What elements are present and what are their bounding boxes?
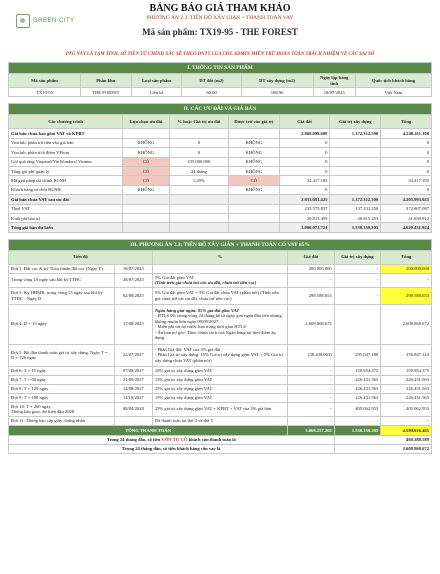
table-cell: 24 tháng (169, 166, 228, 175)
section-title: III. PHƯƠNG ÁN 2.3: TIẾN ĐỘ XÂY GIÀN + THANH TOÁN CÓ VAY 85% (9, 239, 432, 250)
stage-date: 17/08/2025 (114, 304, 152, 344)
table-row (9, 264, 432, 273)
table-cell: 0 (279, 138, 330, 147)
table-cell (228, 213, 279, 222)
total-value: 256.847.124 (381, 344, 432, 366)
table-row (9, 393, 432, 402)
column-header: Quốc tịch khách hàng (355, 74, 431, 88)
column-header: Giá trị xây dựng (330, 115, 381, 129)
total-value: 4.599.616.465 (381, 425, 432, 435)
column-header: Loại sản phẩm (131, 74, 182, 88)
table-cell (330, 157, 381, 166)
stage-date: 12/08/2027 (114, 384, 152, 393)
table-cell (169, 195, 228, 204)
table-cell: 3.090.072.721 (279, 223, 330, 232)
total-value: 150.954.375 (381, 366, 432, 375)
product-code: Mã sản phẩm: TX19-95 - THE FOREST (142, 27, 298, 37)
table-cell: 0 (169, 148, 228, 157)
table-cell: KHÔNG (228, 157, 279, 166)
stage-date: 22/07/2027 (114, 344, 152, 366)
table-cell: CÓ (123, 176, 170, 185)
table-cell (330, 185, 381, 194)
table-cell: Giá bán chưa bao gồm VAT và KPBT (9, 129, 123, 138)
table-cell: 2.868.098.608 (279, 129, 330, 138)
total-value: 2.608.868.672 (381, 304, 432, 344)
table-cell: 0 (279, 148, 330, 157)
build-value: 295.047.188 (334, 344, 381, 366)
table-cell: 0 (279, 157, 330, 166)
table-row (9, 223, 432, 232)
stage-percent: Ngân hàng giải ngân: 85% giá đất gồm VAT - HTLS 0% trong vòng 24 tháng kể từ ngày giải ngân đầu tiên nhưng không muộn hơn ngày 09/09/2027. - Miễn phí trả nợ trước hạn trong thời gian HTLS. - Ân hạn nợ gốc: Theo chính sách của Ngân hàng tại thời điểm áp dụng (152, 304, 287, 344)
section-title: I. THÔNG TIN SẢN PHẨM (9, 63, 432, 74)
table-cell: CÓ (228, 176, 279, 185)
stage-date: 18/07/2025 (114, 264, 152, 273)
build-value: 226.431.563 (334, 384, 381, 393)
table-cell: 0 (279, 166, 330, 175)
build-value: - (334, 264, 381, 273)
table-cell (228, 204, 279, 213)
stage-date: 08/04/2028 (114, 402, 152, 416)
table-cell: 372.807.087 (381, 204, 432, 213)
stage-percent: 15% giá trị xây dựng gồm VAT (152, 393, 287, 402)
table-cell (330, 166, 381, 175)
table-row (9, 129, 432, 138)
table-cell (123, 223, 170, 232)
disclaimer: PTG NÀY LÀ TẠM TÍNH, SỐ TIỀN TỪ CHÍNH XÁC SẼ THEO ĐNTT CỦA CĐT. ADMIN MIỄN TRỪ HOÀN TOÀN TRÁCH NHIỆM VỀ CÁC SAI SỐ (65, 52, 375, 57)
stage-date: 07/08/2027 (114, 366, 152, 375)
table-cell: 18/07/2025 (313, 88, 355, 97)
table-cell: Gói quà tặng Vinpearl/VinWonders/ Vinmec (9, 157, 123, 166)
column-header: DT đất (m2) (182, 74, 241, 88)
table-cell: 4.620.431.924 (381, 223, 432, 232)
table-row (9, 375, 432, 384)
stage-label: Đợt 11: Thông báo cấp giấy chứng nhận (9, 416, 115, 425)
logo-text: GREEN CITY (33, 18, 75, 24)
own-capital-row (9, 435, 432, 444)
table-cell (330, 176, 381, 185)
payment-schedule-table (8, 239, 432, 454)
table-cell: 1.372.312.500 (330, 195, 381, 204)
stage-percent: 15% giá trị xây dựng gồm VAT (152, 384, 287, 393)
grand-total-label: TỔNG THANH TOÁN (9, 425, 288, 435)
stage-percent: 25% giá trị xây dựng gồm VAT + KPBT + VAT của 5% giá bán (152, 402, 287, 416)
column-header: DT xây dựng (m2) (241, 74, 313, 88)
land-value: 2.608.868.672 (288, 304, 335, 344)
stage-label: Đợt 9: T + 180 ngày (9, 393, 115, 402)
table-cell (123, 204, 170, 213)
total-value: 200.000.000 (381, 264, 432, 273)
build-value: 226.431.563 (334, 375, 381, 384)
stage-date: 28/07/2025 (114, 273, 152, 287)
table-cell: 0 (279, 185, 330, 194)
total-value: 226.431.563 (381, 393, 432, 402)
table-cell: 235.000.000 (169, 157, 228, 166)
own-capital-value: 460.388.589 (334, 435, 431, 444)
table-cell: 20.815.459 (279, 213, 330, 222)
total-value: 226.431.563 (381, 375, 432, 384)
land-value: - (288, 366, 335, 375)
stage-label: Đợt 1: Đặt cọc & ký Thỏa thuận đặt cọc (Ngày T) (9, 264, 115, 273)
table-row (9, 88, 432, 97)
column-header: Giá đất (279, 115, 330, 129)
stage-percent: 10% giá trị xây dựng gồm VAT (152, 366, 287, 375)
land-value: - (288, 384, 335, 393)
table-cell (169, 129, 228, 138)
table-cell: 41.630.912 (381, 213, 432, 222)
stage-date (114, 416, 152, 425)
discount-table (8, 103, 432, 232)
table-cell: 20.815.453 (330, 213, 381, 222)
stage-percent (152, 264, 287, 273)
table-cell: 0 (169, 138, 228, 147)
column-header: Ngày lập bảng tính (313, 74, 355, 88)
own-capital-highlight: VỐN TỰ CÓ (161, 437, 188, 443)
table-cell: 34.417.183 (279, 176, 330, 185)
table-cell: KHÔNG (228, 185, 279, 194)
column-header: Mã sản phẩm (9, 74, 81, 88)
table-cell (169, 213, 228, 222)
total-value: 298.588.653 (381, 287, 432, 304)
column-header: Giá đất (288, 250, 335, 264)
land-value: 200.000.000 (288, 264, 335, 273)
table-cell: Kinh phí bảo trì (9, 213, 123, 222)
table-row (9, 344, 432, 366)
column-header: % (152, 250, 287, 264)
stage-label: Đợt 3: Ký HĐMB, trong vòng 15 ngày sau khi ký TTĐC - Ngày D (9, 287, 115, 304)
table-cell: KHÔNG (228, 166, 279, 175)
table-cell: Việt Nam (355, 88, 431, 97)
stage-percent: 15% giá trị xây dựng gồm VAT (152, 375, 287, 384)
land-value: - (288, 375, 335, 384)
table-cell: CÓ (123, 166, 170, 175)
table-cell (330, 148, 381, 157)
stage-label: Trong vòng 10 ngày sau khi ký TTĐC (9, 273, 115, 287)
total-value: - (381, 273, 432, 287)
table-cell: KHÔNG (228, 138, 279, 147)
stage-percent: 5% Giá đất gồm VAT (Tính trên giá chưa trừ các ưu đãi, chưa trừ tiền cọc) (152, 273, 287, 287)
table-cell: Liền kề (131, 88, 182, 97)
table-cell: Vinclub, phần trừ tiền vào giá bán (9, 138, 123, 147)
column-header: Phân khu (80, 74, 131, 88)
stage-label: Đợt 10: T + 260 ngày Thông báo giao, dự kiến đầu 2028 (9, 402, 115, 416)
table-cell: Thuế VAT (9, 204, 123, 213)
table-row (9, 213, 432, 222)
table-cell: Khách hàng từ chối BLNH (9, 185, 123, 194)
table-cell (228, 195, 279, 204)
table-cell: Tặng gói phí quản lý (9, 166, 123, 175)
stage-percent: 5% Giá đất gồm VAT + 5% Giá đất chưa VAT (phần nổi) (Tính trên giá chưa trừ các ưu đãi, chưa trừ tiền cọc) (152, 287, 287, 304)
column-header: Tiến độ (9, 250, 153, 264)
stage-label: Đợt 8: T + 120 ngày (9, 384, 115, 393)
table-cell: 0 (381, 138, 432, 147)
land-value: - (288, 402, 335, 416)
table-row (9, 166, 432, 175)
table-cell: 4.205.993.925 (381, 195, 432, 204)
own-capital-label: Trong 24 tháng đầu, số tiền VỐN TỰ CÓ khách cần thanh toán là (9, 435, 335, 444)
header (0, 0, 440, 48)
land-value: (38.200.063) (288, 344, 335, 366)
table-row (9, 384, 432, 393)
build-value: 1.530.359.203 (334, 425, 381, 435)
table-row (9, 185, 432, 194)
page-subtitle: PHƯƠNG ÁN 2.3: TIẾN ĐỘ XÂY GIÀN + THANH TOÁN VAY (146, 15, 294, 21)
table-row (9, 402, 432, 416)
table-cell: KHÔNG (228, 148, 279, 157)
loan-value: 2.608.868.672 (334, 444, 431, 453)
table-row (9, 157, 432, 166)
column-header: % hoặc Giá trị ưu đãi (169, 115, 228, 129)
stage-date: 11/10/2027 (114, 393, 152, 402)
table-cell: Mã giải pháp tài chính BLNH (9, 176, 123, 185)
land-value: - (288, 393, 335, 402)
build-value (334, 304, 381, 344)
stage-date: 21/09/2027 (114, 375, 152, 384)
column-header: Các chương trình (9, 115, 123, 129)
table-cell: KHÔNG (123, 148, 170, 157)
table-cell: 235.575.837 (279, 204, 330, 213)
table-row (9, 148, 432, 157)
build-value: 405.062.953 (334, 402, 381, 416)
table-cell: 168,90 (241, 88, 313, 97)
stage-label: Đợt 7: T + 60 ngày (9, 375, 115, 384)
build-value: - (334, 273, 381, 287)
land-value: - (288, 273, 335, 287)
table-cell (123, 195, 170, 204)
column-header: Giá trị xây dựng (334, 250, 381, 264)
loan-row (9, 444, 432, 453)
stage-percent: Đã thanh toán tại đợt 3 và đợt 5 (152, 416, 287, 425)
total-value: - (381, 416, 432, 425)
total-value: 226.431.563 (381, 384, 432, 393)
table-cell: 60,00 (182, 88, 241, 97)
table-cell: CÓ (123, 157, 170, 166)
table-cell (169, 204, 228, 213)
table-cell (123, 129, 170, 138)
stage-label: Đợt 6: T + 15 ngày (9, 366, 115, 375)
land-value: 298.588.653 (288, 287, 335, 304)
stage-percent: - Phần Giá đất: VAT của 5% giá đất - Phần Giá trị xây dựng: 15% Giá trị xây dựng gồm VAT + 5% Giá trị xây dựng chưa VAT (phần nổi) (152, 344, 287, 366)
table-row (9, 287, 432, 304)
table-row (9, 416, 432, 425)
section-title: II. CÁC ƯU ĐÃI VÀ GIÁ BÁN (9, 104, 432, 115)
table-cell: 0 (381, 157, 432, 166)
table-cell: 0 (381, 148, 432, 157)
table-row (9, 204, 432, 213)
table-cell: 1.372.312.500 (330, 129, 381, 138)
column-header: Được trừ vào giá trị (228, 115, 279, 129)
table-row (9, 195, 432, 204)
table-row (9, 138, 432, 147)
table-cell (228, 129, 279, 138)
table-cell (123, 213, 170, 222)
table-row (9, 304, 432, 344)
column-header: Tổng (381, 250, 432, 264)
table-cell: 1,20% (169, 176, 228, 185)
product-info-table (8, 62, 432, 97)
table-cell: KHÔNG (123, 138, 170, 147)
table-cell: Vinclub, phần tích điểm VPoint (9, 148, 123, 157)
table-cell: THE FOREST (80, 88, 131, 97)
build-value: 226.431.563 (334, 393, 381, 402)
table-cell (169, 223, 228, 232)
table-row (9, 366, 432, 375)
build-value: 150.954.375 (334, 366, 381, 375)
table-row (9, 176, 432, 185)
table-row (9, 273, 432, 287)
table-cell: 1.530.359.203 (330, 223, 381, 232)
table-cell (228, 223, 279, 232)
page-title: BẢNG BÁO GIÁ THAM KHẢO (149, 3, 291, 14)
table-cell: TX19-95 (9, 88, 81, 97)
table-cell: 0 (381, 185, 432, 194)
table-cell: Tổng giá bán dự kiến (9, 223, 123, 232)
table-cell: 0 (381, 166, 432, 175)
table-cell: KHÔNG (123, 185, 170, 194)
table-cell (169, 185, 228, 194)
total-value: 405.062.953 (381, 402, 432, 416)
stage-label: Đợt 5: Bổ đầu thanh toán giá trị xây dựng, Ngày T = D + 720 ngày (9, 344, 115, 366)
build-value: - (334, 287, 381, 304)
table-cell: 137.231.250 (330, 204, 381, 213)
table-cell: 2.833.681.425 (279, 195, 330, 204)
grand-total-row (9, 425, 432, 435)
land-value: 3.069.257.262 (288, 425, 335, 435)
table-cell (330, 138, 381, 147)
column-header: Tổng (381, 115, 432, 129)
stage-label: Đợt 4: D + 15 ngày (9, 304, 115, 344)
build-value: - (334, 416, 381, 425)
stage-date: 02/08/2025 (114, 287, 152, 304)
table-cell: Giá bán chưa VAT sau ưu đãi (9, 195, 123, 204)
loan-label: Trong 24 tháng đầu, số tiền khách hàng cần vay là (9, 444, 335, 453)
table-cell: 34.417.183 (381, 176, 432, 185)
column-header: Lựa chọn ưu đãi (123, 115, 170, 129)
table-cell: 4.240.411.108 (381, 129, 432, 138)
land-value: - (288, 416, 335, 425)
